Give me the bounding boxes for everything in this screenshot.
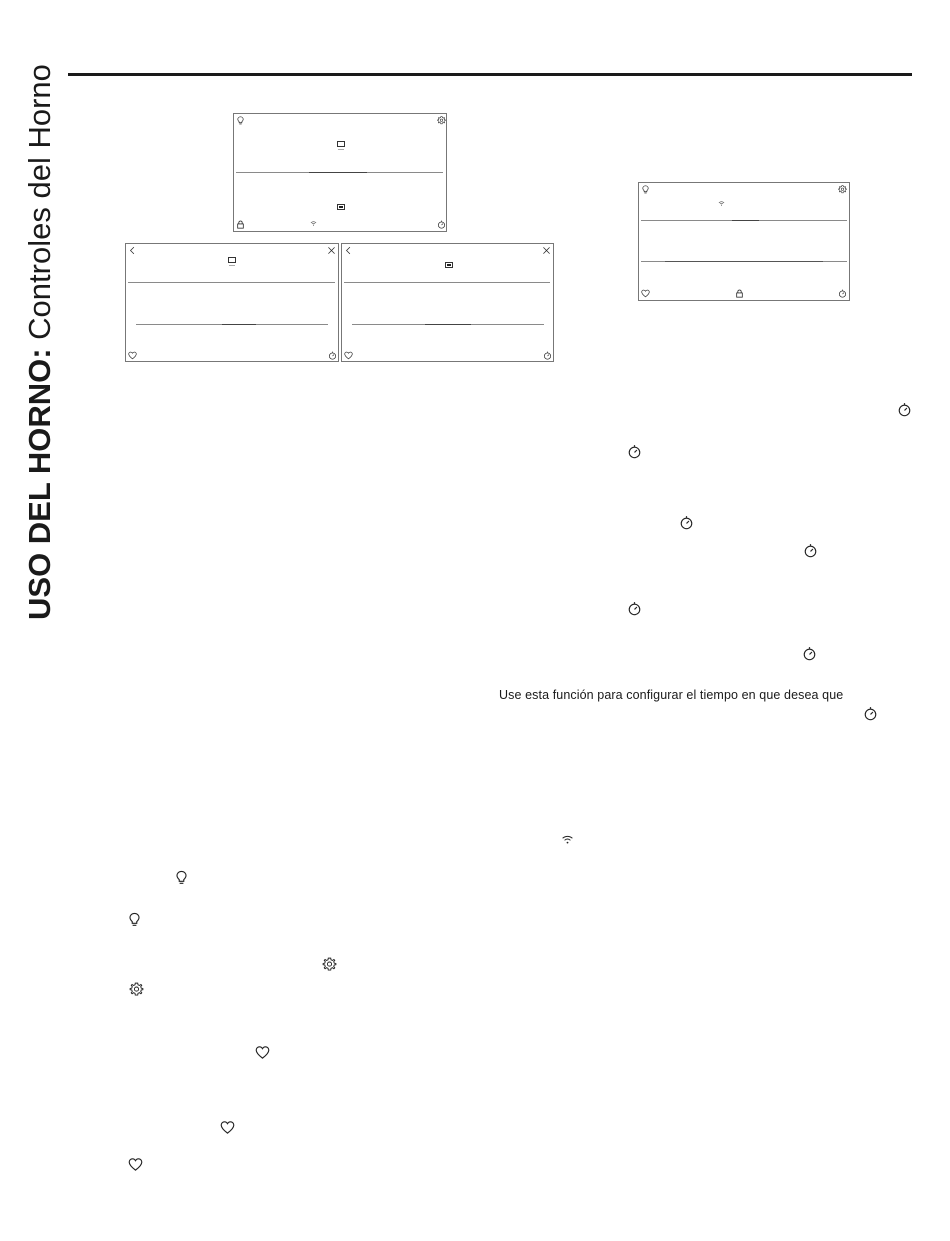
favorite-icon <box>255 1045 270 1060</box>
timer-icon <box>679 515 694 530</box>
timer-icon <box>802 646 817 661</box>
lock-icon <box>735 289 744 298</box>
close-icon <box>327 246 336 255</box>
side-title <box>18 40 62 620</box>
light-icon <box>174 870 189 885</box>
close-icon <box>542 246 551 255</box>
divider-highlight <box>732 220 759 221</box>
timer-icon <box>863 706 878 721</box>
light-icon <box>127 912 142 927</box>
settings-icon <box>838 185 847 194</box>
divider-highlight <box>222 324 256 325</box>
light-icon <box>641 185 650 194</box>
favorite-icon <box>641 289 650 298</box>
back-icon <box>344 246 353 255</box>
timer-icon <box>437 220 446 229</box>
favorite-icon <box>128 351 137 360</box>
status-screen-panel <box>638 182 850 301</box>
divider <box>344 282 550 283</box>
timer-icon <box>838 289 847 298</box>
delay-start-description: Use esta función para configurar el tiempo en que desea que <box>499 688 844 702</box>
right-screen-panel <box>341 243 554 362</box>
timer-icon <box>627 444 642 459</box>
mode-indicator <box>228 257 236 263</box>
favorite-icon <box>220 1120 235 1135</box>
favorite-icon <box>128 1157 143 1172</box>
mode-indicator-underline <box>338 149 344 150</box>
title-bold: USO DEL HORNO: <box>22 348 57 620</box>
settings-icon <box>129 982 144 997</box>
timer-icon <box>543 351 552 360</box>
wifi-icon <box>561 833 574 846</box>
divider-highlight <box>665 261 823 262</box>
title-regular: Controles del Horno <box>22 64 57 349</box>
main-screen-panel <box>233 113 447 232</box>
divider-highlight <box>309 172 367 173</box>
mode-indicator-active <box>445 262 453 268</box>
divider <box>128 282 335 283</box>
timer-icon <box>627 601 642 616</box>
header-rule <box>68 73 912 76</box>
mode-indicator-active <box>337 204 345 210</box>
favorite-icon <box>344 351 353 360</box>
wifi-icon <box>310 220 317 227</box>
settings-icon <box>322 957 337 972</box>
timer-icon <box>328 351 337 360</box>
mode-indicator <box>337 141 345 147</box>
divider-highlight <box>425 324 471 325</box>
wifi-icon <box>718 200 725 207</box>
settings-icon <box>437 116 446 125</box>
mode-indicator-underline <box>229 265 235 266</box>
timer-icon <box>803 543 818 558</box>
timer-icon <box>897 402 912 417</box>
lock-icon <box>236 220 245 229</box>
light-icon <box>236 116 245 125</box>
left-screen-panel <box>125 243 339 362</box>
back-icon <box>128 246 137 255</box>
